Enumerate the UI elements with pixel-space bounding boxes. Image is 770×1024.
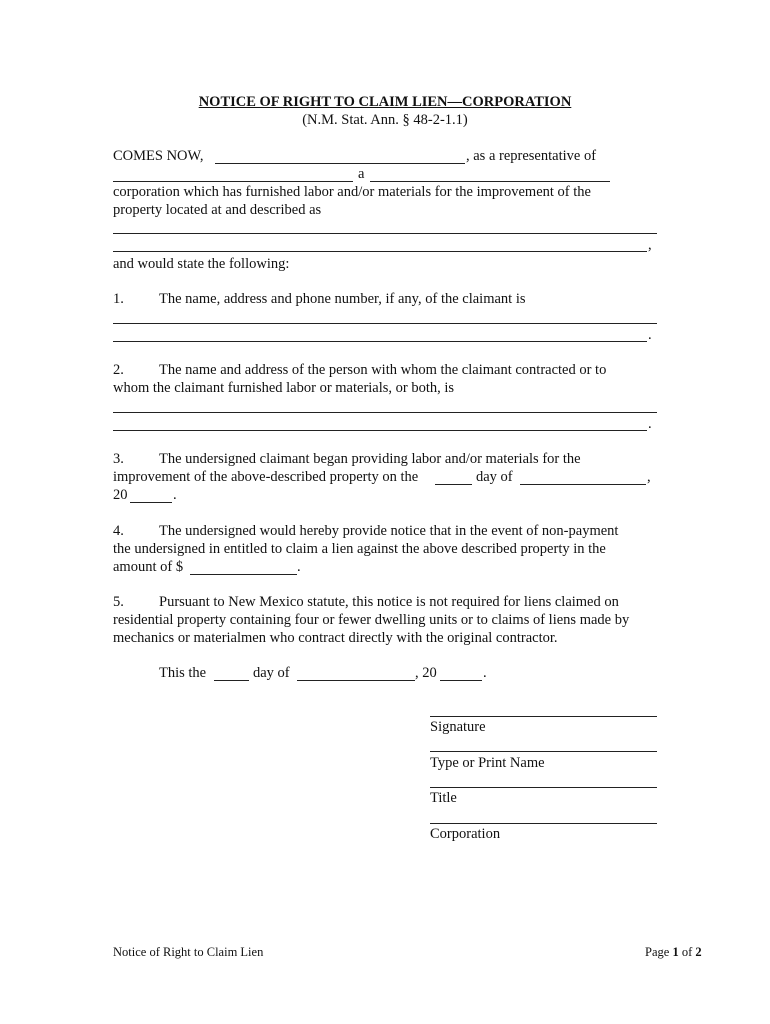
sign-date-period: . xyxy=(483,665,487,681)
as-representative-label: , as a representative of xyxy=(466,148,597,164)
print-name-field[interactable] xyxy=(430,751,657,752)
item-3-day-of: day of xyxy=(476,469,513,485)
company-name-field[interactable] xyxy=(215,163,465,164)
item-5-text-c: mechanics or materialmen who contract directly with the original contractor. xyxy=(113,630,558,646)
corporation-name-field[interactable] xyxy=(430,823,657,824)
print-name-label: Type or Print Name xyxy=(430,755,545,771)
corporation-text: corporation which has furnished labor and/or materials for the improvement of the xyxy=(113,184,591,200)
corporation-field[interactable] xyxy=(370,181,610,182)
page-total: 2 xyxy=(695,945,702,959)
signature-label: Signature xyxy=(430,719,486,735)
item-2-number: 2. xyxy=(113,362,124,378)
item-1-number: 1. xyxy=(113,291,124,307)
item-5-text-a: Pursuant to New Mexico statute, this notice is not required for liens claimed on xyxy=(159,594,619,610)
item-2-period: . xyxy=(648,416,652,432)
sign-day-field[interactable] xyxy=(214,680,249,681)
item-3-text-a: The undersigned claimant began providing labor and/or materials for the xyxy=(159,451,581,467)
property-text: property located at and described as xyxy=(113,202,322,218)
state-following-text: and would state the following: xyxy=(113,256,290,272)
contractor-info-field-1[interactable] xyxy=(113,412,657,413)
item-2-text-a: The name and address of the person with whom the claimant contracted or to xyxy=(159,362,607,378)
item-1-period: . xyxy=(648,327,652,343)
property-description-field-1[interactable] xyxy=(113,233,657,234)
title-label: Title xyxy=(430,790,457,806)
item-1-text: The name, address and phone number, if any, of the claimant is xyxy=(159,291,526,307)
item-5-text-b: residential property containing four or fewer dwelling units or to claims of liens made by xyxy=(113,612,630,628)
property-comma: , xyxy=(648,237,652,253)
item-4-text-a: The undersigned would hereby provide notice that in the event of non-payment xyxy=(159,523,619,539)
comes-now-label: COMES NOW, xyxy=(113,148,204,164)
page-label: Page xyxy=(645,945,670,959)
contractor-info-field-2[interactable] xyxy=(113,430,647,431)
a-label: a xyxy=(358,166,365,182)
start-year-field[interactable] xyxy=(130,502,172,503)
item-3-year-prefix: 20 xyxy=(113,487,128,503)
footer-document-name: Notice of Right to Claim Lien xyxy=(113,945,264,959)
item-3-period: . xyxy=(173,487,177,503)
sign-day-of-label: day of xyxy=(253,665,290,681)
claimant-info-field-1[interactable] xyxy=(113,323,657,324)
sign-month-field[interactable] xyxy=(297,680,415,681)
page-of: of xyxy=(681,945,693,959)
this-the-label: This the xyxy=(159,665,207,681)
sign-year-prefix: , 20 xyxy=(415,665,437,681)
page-current: 1 xyxy=(672,945,679,959)
document-title: NOTICE OF RIGHT TO CLAIM LIEN—CORPORATION xyxy=(198,94,572,110)
statute-reference: (N.M. Stat. Ann. § 48-2-1.1) xyxy=(302,112,468,128)
item-5-number: 5. xyxy=(113,594,124,610)
start-month-field[interactable] xyxy=(520,484,646,485)
item-4-number: 4. xyxy=(113,523,124,539)
start-day-field[interactable] xyxy=(435,484,472,485)
item-4-amount-label: amount of $ xyxy=(113,559,184,575)
title-field[interactable] xyxy=(430,787,657,788)
corporation-label: Corporation xyxy=(430,826,501,842)
property-description-field-2[interactable] xyxy=(113,251,647,252)
lien-amount-field[interactable] xyxy=(190,574,297,575)
representative-field[interactable] xyxy=(113,181,353,182)
claimant-info-field-2[interactable] xyxy=(113,341,647,342)
sign-year-field[interactable] xyxy=(440,680,482,681)
item-4-text-b: the undersigned in entitled to claim a lien against the above described property in the xyxy=(113,541,606,557)
item-2-text-b: whom the claimant furnished labor or materials, or both, is xyxy=(113,380,455,396)
item-4-period: . xyxy=(297,559,301,575)
page-number xyxy=(645,945,702,960)
item-3-text-b: improvement of the above-described property on the xyxy=(113,469,419,485)
signature-field[interactable] xyxy=(430,716,657,717)
item-3-number: 3. xyxy=(113,451,124,467)
item-3-comma: , xyxy=(647,469,651,485)
